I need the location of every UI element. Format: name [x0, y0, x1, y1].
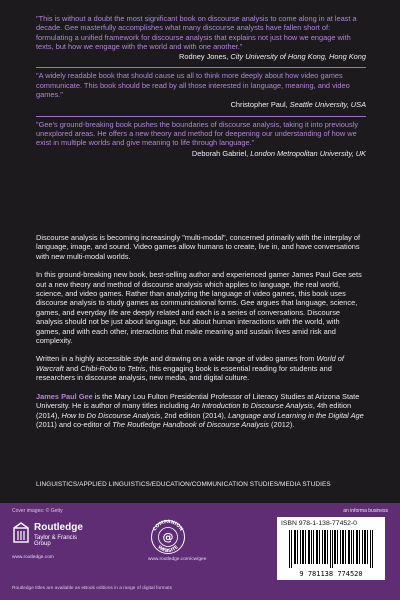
author-bio: James Paul Gee is the Mary Lou Fulton Presidential Professor of Literacy Studies at Arizona State University. He is author of many titles including An Introduction to Discourse Analysis, 4th edition (2014), How to Do Discourse Analysis, 2nd edition (2014), Language and Learning in the Digital Age (2011) and co-editor of The Routledge Handbook of Discourse Analysis (2012).: [36, 391, 364, 429]
book-title: How to Do Discourse Analysis: [61, 410, 161, 420]
endorsement-attribution: [36, 52, 366, 61]
endorsements: [36, 14, 366, 158]
endorser-affiliation: City University of Hong Kong, Hong Kong: [230, 52, 366, 62]
endorsement-text: "This is without a doubt the most significant book on discourse analysis to come along in at least a decade. Gee masterfully accomplishes what many discourse analysts have fallen short of: formulating a unified framework for discourse analysis that explains not just how we engage with texts, but how we engage with the world and with one another.": [36, 14, 357, 51]
barcode-icon: [277, 517, 385, 580]
endorsement-2: [36, 71, 366, 109]
cover-credit: Cover images: © Getty: [12, 508, 63, 514]
informa-tagline: an informa business: [343, 508, 388, 514]
isbn-number: ISBN 978-1-138-77452-0: [281, 520, 357, 527]
game-title: Chibi-Robo: [80, 363, 118, 373]
isbn-barcode: [277, 517, 385, 580]
book-title: Language and Learning in the Digital Age: [228, 410, 364, 420]
description-paragraph-2: In this ground-breaking new book, best-selling author and experienced gamer James Paul Gee sets out a new theory and method of discourse analysis which applies to language, the real world, science, and video games. Rather than analyzing the language of video games, this book uses discourse analysis to study games as communicational forms. Gee argues that language, science, games, and everyday life are deeply related and each is a series of conversations. Discourse analysis should not be just about language, but about human interactions with the world, with games, and with each other, interactions that make meaning and sustain lives amid risk and complexity.: [36, 270, 362, 346]
subject-categories: LINGUISTICS/APPLIED LINGUISTICS/EDUCATION/COMMUNICATION STUDIES/MEDIA STUDIES: [36, 481, 331, 488]
endorser-name: Deborah Gabriel,: [191, 148, 249, 158]
publisher-name: Routledge: [34, 522, 83, 533]
game-title: Tetris: [127, 363, 146, 373]
endorsement-text: "A widely readable book that should cause us all to think more deeply about how video games communicate. This book should be read by all those interested in language, meaning, and video games.": [36, 71, 350, 100]
description-paragraph-3: Written in a highly accessible style and drawing on a wide range of video games from World of Warcraft and Chibi-Robo to Tetris, this engaging book is essential reading for students and researchers in discourse analysis, new media, and digital culture.: [36, 354, 344, 383]
publisher-url: www.routledge.com: [12, 555, 54, 560]
svg-text:9 781138 774520: 9 781138 774520: [299, 570, 363, 578]
game-title: World of Warcraft: [36, 354, 344, 373]
book-description: [36, 233, 364, 438]
book-title: The Routledge Handbook of Discourse Analysis: [112, 419, 269, 429]
ebook-note: Routledge titles are available as eBook editions in a range of digital formats: [12, 586, 172, 591]
endorser-name: Christopher Paul,: [230, 100, 288, 110]
book-title: An Introduction to Discourse Analysis: [190, 401, 313, 411]
svg-text:WEBSITE: WEBSITE: [156, 545, 180, 555]
companion-url: www.routledge.com/cw/gee: [148, 557, 207, 562]
endorser-affiliation: London Metropolitan University, UK: [250, 148, 366, 158]
routledge-logo: [12, 522, 92, 562]
companion-website-logo: [148, 519, 258, 567]
svg-text:COMPANION: COMPANION: [152, 519, 184, 533]
publisher-group: Taylor & Francis Group: [34, 535, 78, 547]
endorser-name: Rodney Jones,: [179, 52, 229, 62]
endorsement-text: "Gee's ground-breaking book pushes the boundaries of discourse analysis, taking it into previously unexplored areas. He offers a new theory and method for deepening our understanding of how we exist in multiple worlds and give meaning to life through language.": [36, 119, 359, 148]
endorsement-attribution: [36, 149, 366, 158]
endorser-affiliation: Seattle University, USA: [289, 100, 366, 110]
endorsement-1: [36, 14, 366, 61]
author-name: James Paul Gee: [36, 391, 93, 401]
description-paragraph-1: Discourse analysis is becoming increasingly "multi-modal", concerned primarily with the interplay of language, image, and sound. Video games allow humans to create, live in, and have conversations with new multi-modal worlds.: [36, 233, 360, 261]
routledge-emblem-icon: [12, 522, 30, 544]
endorsement-3: [36, 120, 366, 158]
companion-website-badge-icon: [148, 519, 188, 555]
svg-text:@: @: [162, 530, 174, 544]
endorsement-attribution: [36, 100, 366, 109]
